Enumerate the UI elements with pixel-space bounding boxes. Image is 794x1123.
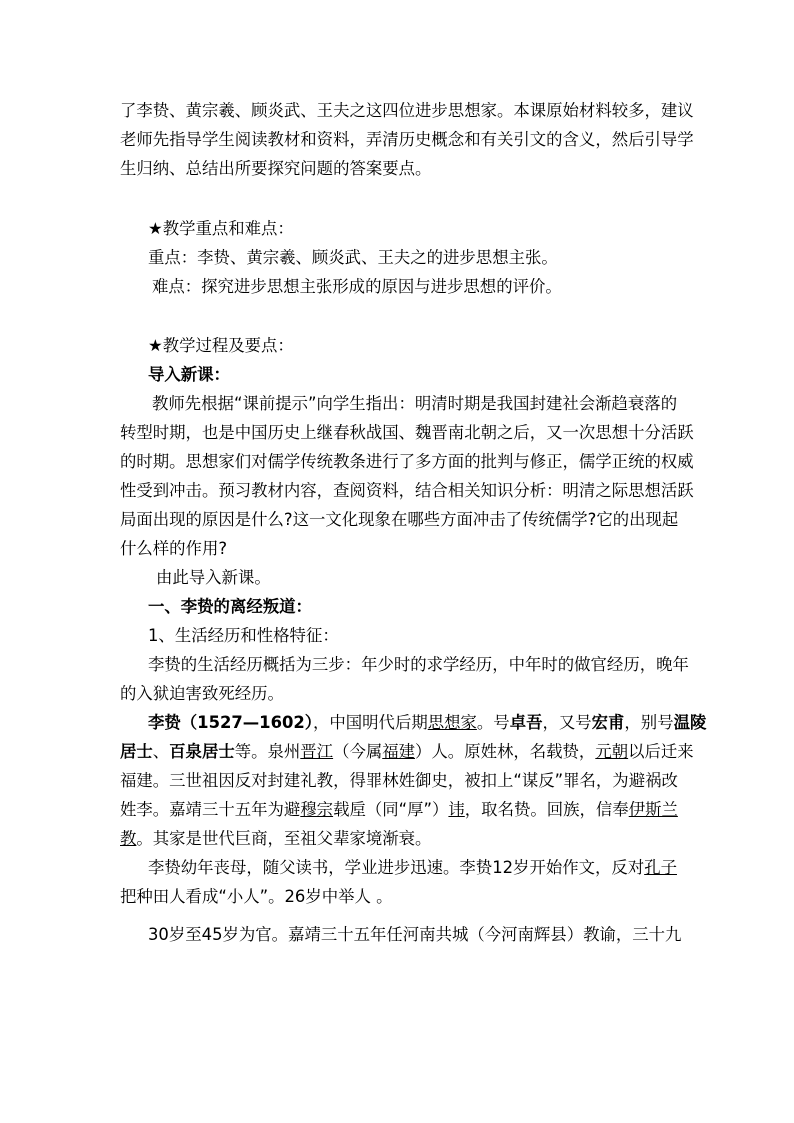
text-run: 李贽幼年丧母，随父读书，学业进步迅速。李贽12岁开始作文，反对 (148, 858, 645, 877)
focus-key-point: 重点：李贽、黄宗羲、顾炎武、王夫之的进步思想主张。 (148, 248, 558, 267)
bio-line (120, 795, 678, 824)
bio-hao: 百泉居士 (169, 742, 235, 761)
focus-heading: ★教学重点和难点： (148, 219, 294, 238)
bio-line (120, 708, 707, 737)
text-run: 、 (152, 742, 170, 761)
section-heading: 一、李贽的离经叛道： (148, 597, 312, 616)
bio-hao: 卓吾 (509, 713, 543, 732)
blank-line (120, 183, 678, 214)
text-run: ，取名贽。回族，信奉 (464, 800, 629, 819)
intro-heading: 导入新课： (148, 365, 230, 384)
text-run: ，别号 (624, 713, 674, 732)
text-run: ，中国明代后期 (313, 713, 428, 732)
paragraph-line: 什么样的作用? (120, 539, 228, 558)
link-thinker[interactable]: 思想家 (427, 713, 477, 732)
link-kongzi[interactable]: 孔子 (644, 858, 677, 877)
bio-hao: 居士 (120, 742, 153, 761)
paragraph-line: 生归纳、总结出所要探究问题的答案要点。 (120, 159, 432, 178)
paragraph-line: 李贽的生活经历概括为三步：年少时的求学经历，中年时的做官经历，晚年 (148, 655, 689, 674)
link-muzong[interactable]: 穆宗 (300, 800, 334, 819)
paragraph-line: 的入狱迫害致死经历。 (120, 684, 284, 703)
paragraph-line: 教师先根据“课前提示”向学生指出：明清时期是我国封建社会渐趋衰落的 (152, 394, 678, 413)
paragraph-line: 了李贽、黄宗羲、顾炎武、王夫之这四位进步思想家。本课原始材料较多，建议 (120, 101, 694, 120)
paragraph-line: 转型时期，也是中国历史上继春秋战国、魏晋南北朝之后，又一次思想十分活跃 (120, 423, 694, 442)
link-jinjiang[interactable]: 晋江 (300, 742, 334, 761)
text-run: 。其家是世代巨商，至祖父辈家境渐衰。 (136, 829, 432, 848)
text-run: 等。泉州 (234, 742, 301, 761)
paragraph-line (120, 853, 678, 882)
text-run: 载垕（同“厚”） (333, 800, 449, 819)
paragraph-line: 性受到冲击。预习教材内容，查阅资料，结合相关知识分析：明清之际思想活跃 (120, 481, 694, 500)
paragraph-line: 的时期。思想家们对儒学传统教条进行了多方面的批判与修正，儒学正统的权威 (120, 452, 694, 471)
paragraph-line: 30岁至45岁为官。嘉靖三十五年任河南共城（今河南辉县）教谕，三十九 (148, 925, 682, 944)
paragraph-line: 局面出现的原因是什么?这一文化现象在哪些方面冲击了传统儒学?它的出现起 (120, 510, 679, 529)
bio-line (120, 824, 678, 853)
bio-line (120, 737, 694, 766)
paragraph-line: 老师先指导学生阅读教材和资料，弄清历史概念和有关引文的含义，然后引导学 (120, 130, 694, 149)
paragraph-line: 把种田人看成“小人”。26岁中举人 。 (120, 887, 393, 906)
bio-line: 福建。三世祖因反对封建礼教，得罪林姓御史，被扣上“谋反”罪名，为避祸改 (120, 771, 678, 790)
link-fujian[interactable]: 福建 (382, 742, 416, 761)
text-run: （今属 (333, 742, 383, 761)
paragraph-line: 由此导入新课。 (156, 568, 271, 587)
link-islam[interactable]: 教 (120, 829, 137, 848)
text-run: ）人。原姓林，名载贽， (415, 742, 596, 761)
document-page (120, 96, 707, 949)
focus-difficult-point: 难点：探究进步思想主张形成的原因与进步思想的评价。 (152, 277, 562, 296)
text-run: ，又号 (542, 713, 592, 732)
process-heading: ★教学过程及要点： (148, 336, 294, 355)
text-run: 以后迁来 (628, 742, 694, 761)
bio-hao: 宏甫 (591, 713, 625, 732)
bio-years: （1527—1602） (180, 713, 313, 732)
link-yuan[interactable]: 元朝 (595, 742, 629, 761)
text-run: 。号 (476, 713, 510, 732)
bio-hao: 温陵 (673, 713, 707, 732)
link-hui[interactable]: 讳 (448, 800, 465, 819)
link-islam[interactable]: 伊斯兰 (628, 800, 678, 819)
blank-line (120, 301, 678, 331)
bio-name: 李贽 (148, 713, 181, 732)
text-run: 姓李。嘉靖三十五年为避 (120, 800, 301, 819)
subsection-heading: 1、生活经历和性格特征： (148, 626, 339, 645)
